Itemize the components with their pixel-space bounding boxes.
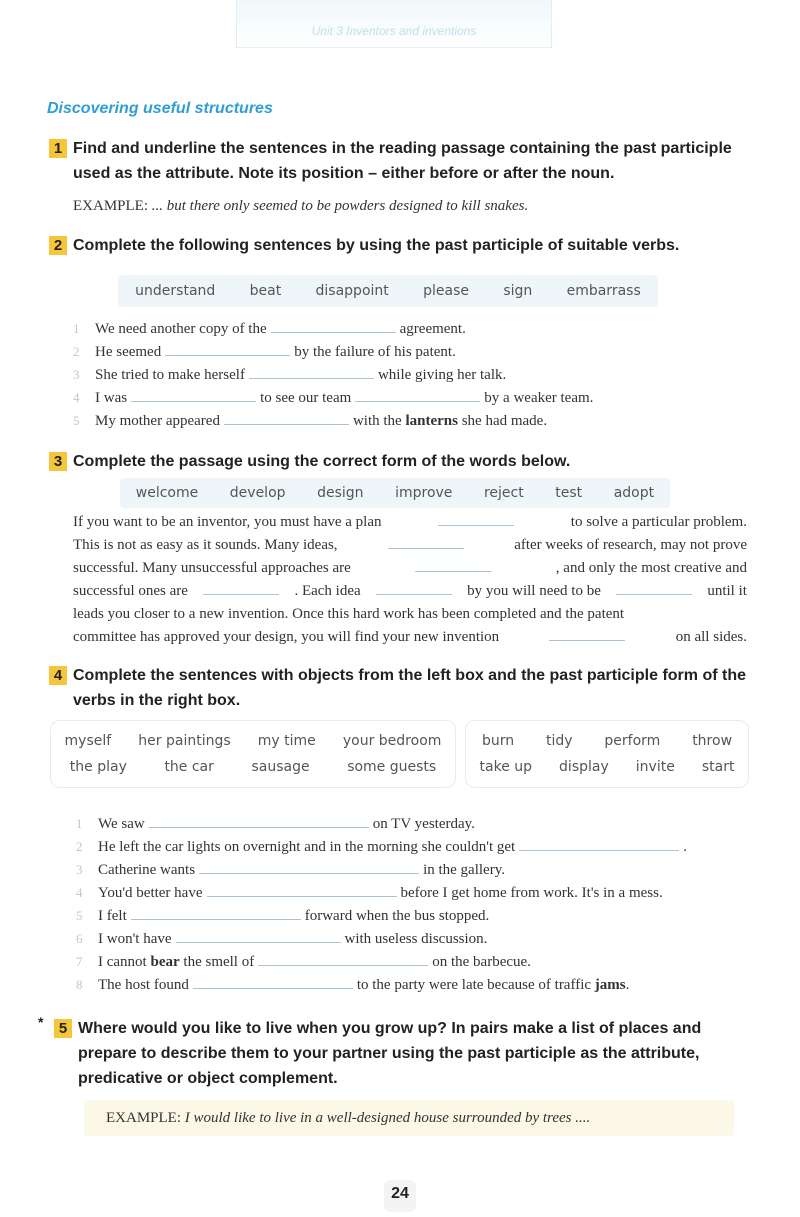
- ex2-word: embarrass: [566, 283, 641, 299]
- verb-word: burn: [481, 733, 515, 749]
- answer-blank[interactable]: [519, 836, 679, 851]
- verb-word: perform: [604, 733, 661, 749]
- ex3-instruction-block: [49, 449, 754, 474]
- ex5-example-text: I would like to live in a well-designed house surrounded by trees ....: [184, 1110, 591, 1126]
- object-word: my time: [257, 733, 316, 749]
- ex2-word: understand: [135, 283, 216, 299]
- answer-blank[interactable]: [207, 882, 397, 897]
- ex1-example: [73, 198, 528, 215]
- ex4-sentence: 4 You'd better have before I get home from work. It's in a mess.: [76, 881, 687, 904]
- ex2-word: please: [423, 283, 469, 299]
- ex4-sentences: [76, 812, 687, 996]
- ex3-word: develop: [229, 485, 286, 501]
- answer-blank[interactable]: [249, 364, 374, 379]
- answer-blank[interactable]: [149, 813, 369, 828]
- page-number: 24: [384, 1180, 416, 1212]
- passage-line: committee has approved your design, you will find your new invention on all sides.: [73, 626, 747, 649]
- verb-word: tidy: [545, 733, 573, 749]
- answer-blank[interactable]: [616, 580, 692, 595]
- answer-blank[interactable]: [376, 580, 452, 595]
- ex4-sentence: 5 I felt forward when the bus stopped.: [76, 904, 687, 927]
- verb-word: display: [559, 759, 609, 775]
- ex2-sentence: 5 My mother appeared with the lanterns she had made.: [73, 409, 593, 432]
- answer-blank[interactable]: [388, 534, 464, 549]
- answer-blank[interactable]: [355, 387, 480, 402]
- object-word: some guests: [347, 759, 437, 775]
- ex2-sentence: 3 She tried to make herself while giving her talk.: [73, 363, 593, 386]
- answer-blank[interactable]: [271, 318, 396, 333]
- ex4-objects-box: [50, 720, 456, 788]
- ex2-sentence: 4 I was to see our team by a weaker team.: [73, 386, 593, 409]
- ex4-verbs-box: [465, 720, 749, 788]
- ex1-example-label: EXAMPLE:: [73, 198, 148, 214]
- passage-line: successful. Many unsuccessful approaches are , and only the most creative and: [73, 557, 747, 580]
- ex4-sentence: 1 We saw on TV yesterday.: [76, 812, 687, 835]
- answer-blank[interactable]: [165, 341, 290, 356]
- ex3-word-box: [120, 478, 670, 508]
- ex4-sentence: 6 I won't have with useless discussion.: [76, 927, 687, 950]
- ex2-word: beat: [249, 283, 282, 299]
- passage-line: This is not as easy as it sounds. Many ideas, after weeks of research, may not prove: [73, 534, 747, 557]
- ex3-word: design: [317, 485, 364, 501]
- object-word: her paintings: [138, 733, 231, 749]
- ex2-word: sign: [503, 283, 533, 299]
- ex3-word: test: [555, 485, 583, 501]
- answer-blank[interactable]: [415, 557, 491, 572]
- answer-blank[interactable]: [258, 951, 428, 966]
- ex3-word: welcome: [135, 485, 199, 501]
- ex3-word: adopt: [613, 485, 655, 501]
- ex4-sentence: 3 Catherine wants in the gallery.: [76, 858, 687, 881]
- ex2-instruction-block: [49, 233, 754, 258]
- ex3-passage: [73, 511, 747, 649]
- ex1-example-text: ... but there only seemed to be powders designed to kill snakes.: [151, 198, 529, 214]
- ex2-word-box: [118, 275, 658, 307]
- ex2-word: disappoint: [315, 283, 389, 299]
- ex2-sentence: 2 He seemed by the failure of his patent.: [73, 340, 593, 363]
- ex2-sentence: 1 We need another copy of the agreement.: [73, 317, 593, 340]
- ex1-instruction-block: [49, 136, 754, 186]
- challenge-star: *: [38, 1014, 44, 1030]
- ex4-instruction: Complete the sentences with objects from the left box and the past participle form of the verbs in the right box.: [73, 667, 746, 709]
- answer-blank[interactable]: [438, 511, 514, 526]
- ex4-sentence: 7 I cannot bear the smell of on the barbecue.: [76, 950, 687, 973]
- passage-line: leads you closer to a new invention. Once this hard work has been completed and the patent: [73, 606, 625, 622]
- object-word: myself: [64, 733, 112, 749]
- section-title: Discovering useful structures: [47, 100, 273, 117]
- passage-line: If you want to be an inventor, you must have a plan to solve a particular problem.: [73, 511, 747, 534]
- ex4-sentence: 2 He left the car lights on overnight and in the morning she couldn't get .: [76, 835, 687, 858]
- ex3-number: 3: [49, 452, 67, 471]
- ex5-example: [84, 1100, 734, 1136]
- ex2-number: 2: [49, 236, 67, 255]
- unit-title: Unit 3 Inventors and inventions: [311, 24, 477, 38]
- answer-blank[interactable]: [549, 626, 625, 641]
- ex3-instruction: Complete the passage using the correct form of the words below.: [73, 453, 571, 470]
- ex1-instruction: Find and underline the sentences in the reading passage containing the past participle used as the attribute. Note its position – either before or after the noun.: [73, 140, 732, 182]
- ex2-instruction: Complete the following sentences by using the past participle of suitable verbs.: [73, 237, 680, 254]
- object-word: sausage: [251, 759, 310, 775]
- ex5-instruction: Where would you like to live when you grow up? In pairs make a list of places and prepare to describe them to your partner using the past participle as the attribute, predicative or object complement.: [78, 1020, 702, 1087]
- answer-blank[interactable]: [224, 410, 349, 425]
- answer-blank[interactable]: [131, 905, 301, 920]
- verb-word: throw: [692, 733, 733, 749]
- answer-blank[interactable]: [193, 974, 353, 989]
- ex2-sentences: [73, 317, 593, 432]
- ex4-instruction-block: [49, 663, 754, 713]
- ex3-word: improve: [395, 485, 453, 501]
- answer-blank[interactable]: [203, 580, 279, 595]
- verb-word: start: [701, 759, 735, 775]
- ex4-number: 4: [49, 666, 67, 685]
- verb-word: invite: [635, 759, 675, 775]
- ex4-sentence: 8 The host found to the party were late because of traffic jams.: [76, 973, 687, 996]
- object-word: your bedroom: [342, 733, 442, 749]
- answer-blank[interactable]: [199, 859, 419, 874]
- answer-blank[interactable]: [131, 387, 256, 402]
- ex5-number: 5: [54, 1019, 72, 1038]
- object-word: the play: [69, 759, 127, 775]
- ex3-word: reject: [483, 485, 524, 501]
- verb-word: take up: [479, 759, 533, 775]
- ex5-example-label: EXAMPLE:: [106, 1110, 181, 1126]
- ex5-instruction-block: [54, 1016, 756, 1091]
- unit-banner: [236, 0, 552, 48]
- passage-line: successful ones are . Each idea by you will need to be until it: [73, 580, 747, 603]
- answer-blank[interactable]: [176, 928, 341, 943]
- object-word: the car: [164, 759, 214, 775]
- ex1-number: 1: [49, 139, 67, 158]
